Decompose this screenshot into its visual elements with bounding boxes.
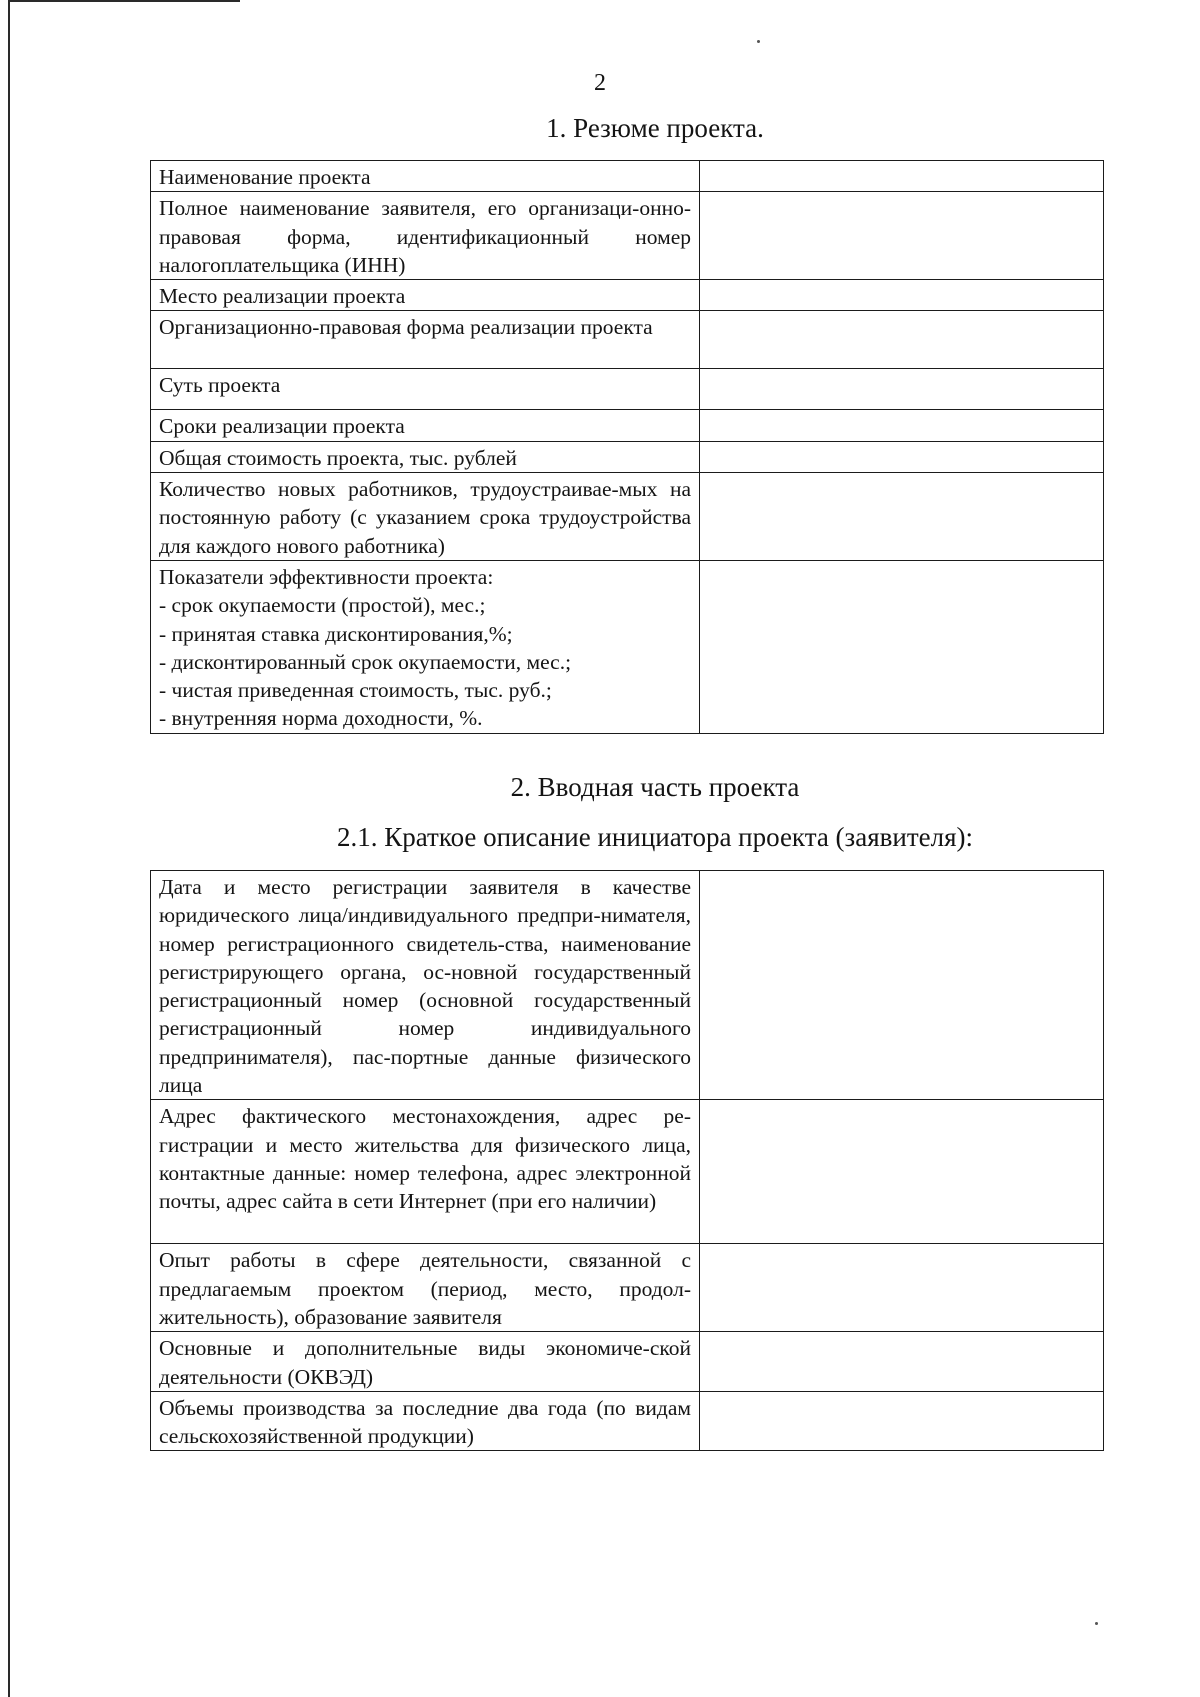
row-value <box>700 473 1104 561</box>
row-label: Полное наименование заявителя, его организаци-онно-правовая форма, идентификационный номер налогоплательщика (ИНН) <box>151 192 700 280</box>
row-label: Основные и дополнительные виды экономиче-ской деятельности (ОКВЭД) <box>151 1332 700 1392</box>
scan-speck <box>1095 1622 1098 1625</box>
row-label: Сроки реализации проекта <box>151 410 700 441</box>
page-number: 2 <box>594 70 606 96</box>
row-value <box>700 1244 1104 1332</box>
table-row <box>151 311 1104 369</box>
table-row <box>151 280 1104 311</box>
table-row <box>151 871 1104 1100</box>
row-label: Наименование проекта <box>151 161 700 192</box>
row-value <box>700 369 1104 410</box>
scan-border-top <box>8 0 240 2</box>
row-label: Суть проекта <box>151 369 700 410</box>
row-label: Объемы производства за последние два года (по видам сельскохозяйственной продукции) <box>151 1391 700 1451</box>
subsection-title-initiator: 2.1. Краткое описание инициатора проекта (заявителя): <box>336 822 973 852</box>
row-label: Место реализации проекта <box>151 280 700 311</box>
row-value <box>700 871 1104 1100</box>
row-value <box>700 1100 1104 1244</box>
row-value <box>700 410 1104 441</box>
section-title-resume: 1. Резюме проекта. <box>546 113 764 143</box>
scan-speck <box>757 40 760 43</box>
row-label: Показатели эффективности проекта: - срок окупаемости (простой), мес.; - принятая ставка дисконтирования,%; - дисконтированный срок окупаемости, мес.; - чистая приведенная стоимость, тыс. руб.; - внутренняя норма доходности, %. <box>151 560 700 733</box>
row-value <box>700 1332 1104 1392</box>
table-row <box>151 1244 1104 1332</box>
table-row <box>151 1391 1104 1451</box>
row-value <box>700 161 1104 192</box>
table-row <box>151 1332 1104 1392</box>
section-title-intro: 2. Вводная часть проекта <box>510 772 800 802</box>
table-row <box>151 560 1104 733</box>
row-value <box>700 311 1104 369</box>
table-row <box>151 410 1104 441</box>
row-label: Опыт работы в сфере деятельности, связанной с предлагаемым проектом (период, место, продол-жительность), образование заявителя <box>151 1244 700 1332</box>
project-summary-table <box>150 160 1104 734</box>
row-label: Дата и место регистрации заявителя в качестве юридического лица/индивидуального предпри-нимателя, номер регистрационного свидетель-ства, наименование регистрирующего органа, ос-новной государственный регистрационный номер (основной государственный регистрационный номер индивидуального предпринимателя), пас-портные данные физического лица <box>151 871 700 1100</box>
table-row <box>151 192 1104 280</box>
row-value <box>700 192 1104 280</box>
row-value <box>700 560 1104 733</box>
table-row <box>151 441 1104 472</box>
initiator-description-table <box>150 870 1104 1451</box>
table-row <box>151 473 1104 561</box>
row-label: Количество новых работников, трудоустраивае-мых на постоянную работу (с указанием срока трудоустройства для каждого нового работника) <box>151 473 700 561</box>
table-row <box>151 161 1104 192</box>
row-value <box>700 441 1104 472</box>
row-label: Организационно-правовая форма реализации проекта <box>151 311 700 369</box>
table-row <box>151 369 1104 410</box>
table-row <box>151 1100 1104 1244</box>
row-value <box>700 1391 1104 1451</box>
row-label: Общая стоимость проекта, тыс. рублей <box>151 441 700 472</box>
row-label: Адрес фактического местонахождения, адрес ре-гистрации и место жительства для физического лица, контактные данные: номер телефона, адрес электронной почты, адрес сайта в сети Интернет (при его наличии) <box>151 1100 700 1244</box>
row-value <box>700 280 1104 311</box>
